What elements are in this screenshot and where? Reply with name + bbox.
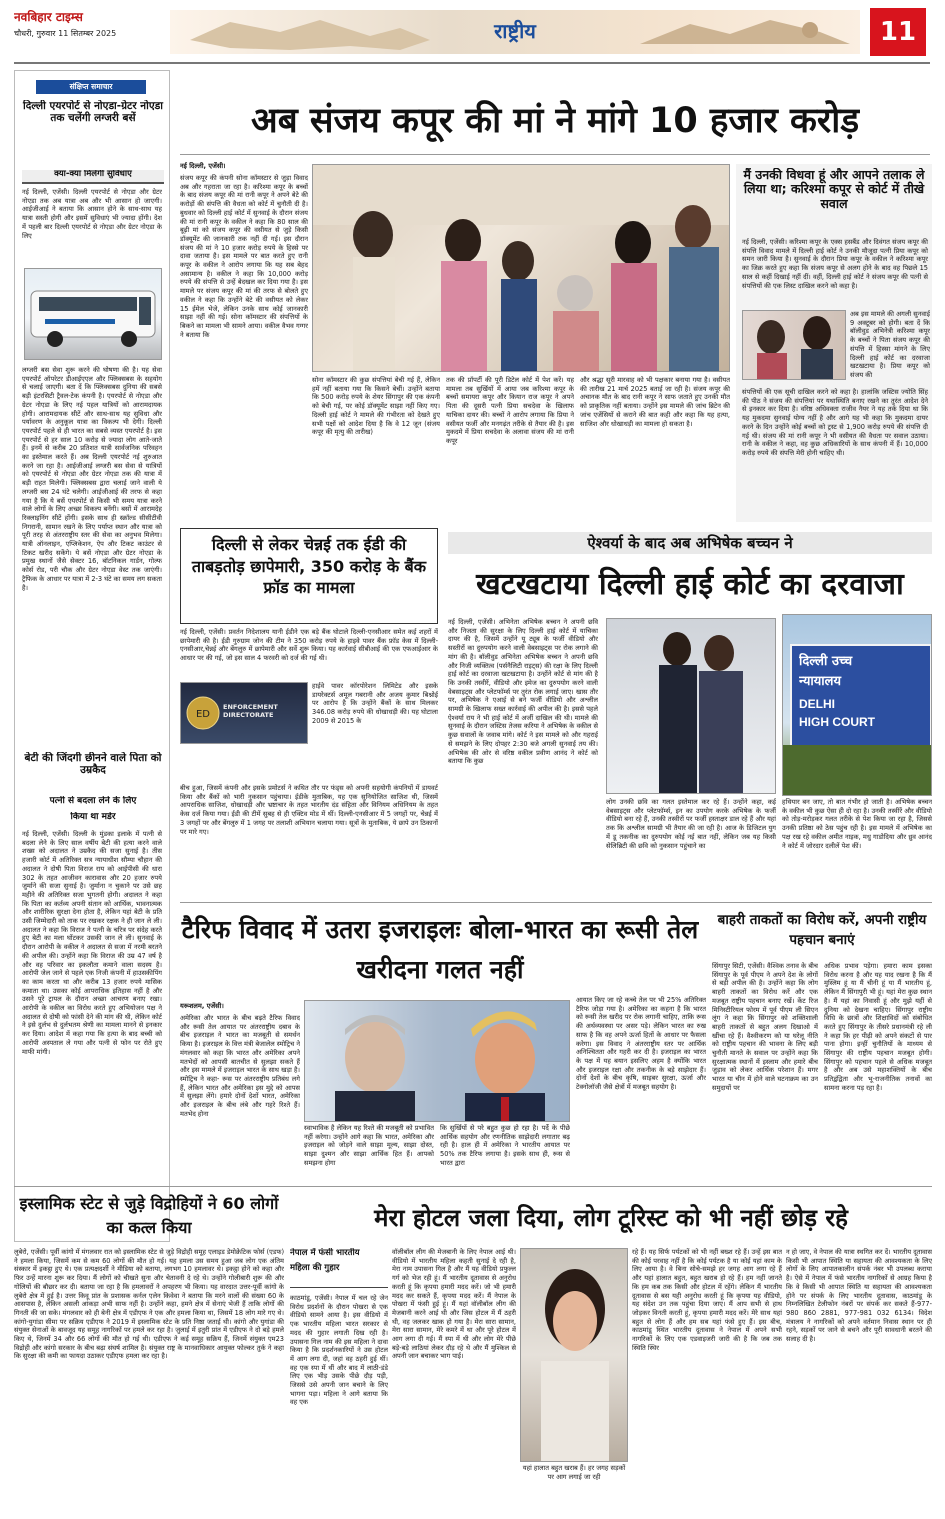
tariff-text-col1: अमेरिका और भारत के बीच बढ़ते टैरिफ विवाद और रूसी तेल आयात पर अंतरराष्ट्रीय दबाव के बीच इजराइल ने भारत का मजबूती से समर्थन किया है। इजराइल के वित्त मंत्री बेजालेल स्मोट्रिच ने मंगलवार को कहा कि भारत और अमेरिका अपने मतभेदों को आपसी बातचीत से सुलझा सकते हैं और इस मामले में इजराइल भारत के साथ खड़ा है। स्मोट्रिच ने कहा- रूस पर अंतरराष्ट्रीय प्रतिबंध लगे हैं, लेकिन भारत और अमेरिका इस मुद्दे को आपस में सुलझा लेंगे। हमारे दोनों देशों भारत, अमेरिका और इजराइल के बीच लंबे और गहरे रिश्ते हैं। मतभेद होना — [180, 1014, 300, 1118]
abhishek-text-3: हथियार बन जाए, तो बात गंभीर हो जाती है। अभिषेक बच्चन के वकील भी कुछ ऐसा ही दो रहा है। उनकी तस्वीरें और वीडियो को तोड़-मरोड़कर गलत तरीके से पेश किया जा रहा है, जिससे उनकी प्रतिष्ठा को ठेस पहुंच रही है। इस मामले में अभिषेक का पक्ष रख रहे वकील अमीत नाइक, मधु गाडोदिया और ध्रुव आनंद ने कोर्ट में जोरदार दलीलें पेश कीं। — [782, 798, 932, 850]
lead-headline: अब संजय कपूर की मां ने मांगे 10 हजार करोड़ — [250, 101, 860, 141]
karisma-text-3: संपत्तियों की एक सूची दाखिल करने को कहा है। हालांकि जस्टिस ज्योति सिंह की पीठ ने संजय की संपत्तियां पर यथास्थिति बनाए रखने का तुरंत आदेश देने से इनकार कर दिया है। वरिष्ठ अधिवक्ता राजीव नैयर ने यह तर्क दिया था कि यह मुकदमा सुनवाई योग्य नहीं है और आगे यह भी कहा कि मुकदमा दायर करने के दिन उन्होंने कोई बच्चों को ट्रस्ट से 1,900 करोड़ रुपये की संपत्ति दी गई थी। संजय की मां रानी कपूर ने भी वसीयत की वैधता पर सवाल उठाया। रानी के वकील ने कहा, वह कुछ अधिकारियों के साथ कंपनी में हैं। 10,000 करोड़ रुपये की संपत्ति मेरी होनी चाहिए थी। — [742, 388, 928, 457]
lead-text-col3: तक की प्रॉपर्टी की पूरी डिटेल कोर्ट में पेश करें। यह मामला तब सुर्खियों में आया जब करिश्मा कपूर के बच्चों समायरा कपूर और कियान राज कपूर ने अपने पिता की दूसरी पत्नी प्रिया सचदेवा के खिलाफ याचिका दायर की। बच्चों ने आरोप लगाया कि प्रिया ने वसीयत फर्जी और मनगढ़ंत तरीके से तैयार की है। इस मुकदमे में प्रिया सचदेवा के अलावा संजय की मां रानी कपूर — [446, 376, 574, 445]
nepal-headline: मेरा होटल जला दिया, लोग टूरिस्ट को भी नहीं छोड़ रहे — [374, 1204, 848, 1232]
lead-text-col1: संजय कपूर की कंपनी सोना कॉमस्टार से जुड़ा विवाद अब और गहराता जा रहा है। करिश्मा कपूर के बच्चों के बाद संजय कपूर की मां रानी कपूर ने अपने बेटे की करोड़ों की संपत्ति की वैधता को कोर्ट में चुनौती दी है। बुधवार को दिल्ली हाई कोर्ट में सुनवाई के दौरान संजय की मां रानी कपूर के वकील ने कहा कि 80 साल की बूढ़ी मां को संजय कपूर की वसीयत से जुड़े किसी डॉक्यूमेंट की जानकारी तक नहीं दी गई। इस दौरान संजय की मां ने 10 हजार करोड़ रुपये के हिस्से पर दावा जताया है। इस मामले पर बात करते हुए रानी कपूर के वकील ने आरोप लगाया कि यह सब बेहद असामान्य है। वकील ने कहा कि 10,000 करोड़ रुपये की संपत्ति से उन्हें बेदखल कर दिया गया है। इस मामले पर संजय कपूर की मां की तरफ से बोलते हुए वकील ने कहा कि उन्होंने बेटे की वसीयत को लेकर 15 ईमेल भेजे, लेकिन उनके साथ कोई जानकारी साझा नहीं की गई। सोना कॉमस्टार की संपत्तियों के बिकने का मामला भी सामने आया। वकील वैभव गग्गर ने बताया कि — [180, 174, 308, 339]
court-sign-hindi-2: न्यायालय — [799, 674, 842, 689]
netanyahu-trump-photo — [304, 1000, 570, 1122]
brief-subhead-facilities: क्या-क्या मिलेंगी सुविधाएं — [22, 170, 164, 184]
tariff-headline: टैरिफ विवाद में उतरा इजराइलः बोला-भारत का रूसी तेल खरीदना गलत नहीं — [181, 915, 699, 984]
lead-divider — [180, 154, 930, 155]
svg-text:ED: ED — [195, 709, 211, 720]
masthead-logo — [14, 8, 164, 48]
brief-news-tag: संक्षिप्त समाचार — [36, 80, 146, 94]
court-sign-english-1: DELHI — [799, 697, 835, 711]
karisma-text-1: नई दिल्ली, एजेंसी। करिश्मा कपूर के एक्स हसबैंड और दिवंगत संजय कपूर की संपत्ति विवाद मामले में दिल्ली हाई कोर्ट ने उनकी मौजूदा पत्नी प्रिया कपूर को समन जारी किया है। सुनवाई के दौरान प्रिया कपूर के वकील ने करिश्मा कपूर का जिक्र करते हुए कहा कि संजय कपूर से अलग होने के बाद वह पिछले 15 साल से कहीं दिखाई नहीं दीं। वहीं, दिल्ली हाई कोर्ट ने संजय कपूर की पत्नी से संपत्तियों की एक लिस्ट दाखिल करने को कहा है। — [742, 238, 928, 290]
nepal-text-col3: रहे हैं। यह सिर्फ पर्यटकों को भी नहीं बख्श रहे हैं। उन्हें इस बात की कोई परवाह नहीं है कि कोई पर्यटक है या कोई यहां काम के लिए आया है। वे बिना सोचे-समझे हर जगह आग लगा रहे हैं और यहां हालात बहुत, बहुत खराब हो रहे हैं। हम नहीं जानते कि हम कब तक किसी और होटल में रहेंगे। लेकिन मैं भारतीय दूतावास से बस यही अनुरोध करती हूं कि कृपया यह वीडियो, यह संदेश उन तक पहुंचा दिया जाए। मैं आप सभी से हाथ जोड़कर विनती करती हूं, कृपया हमारी मदद करें। मेरे साथ यहां बहुत से लोग हैं और हम सब यहां फंसे हुए हैं। इस बीच, काठमांडू स्थित भारतीय दूतावास ने नेपाल में अपने सभी नागरिकों के लिए एक एडवाइजरी जारी की है कि जब तक स्थिति स्थिर — [632, 1248, 782, 1352]
nepal-kicker-2: महिला की गुहार — [290, 1263, 340, 1274]
brief-text-airport-2: लग्जरी बस सेवा शुरू करने की घोषणा की है। यह सेवा एयरपोर्ट ऑपरेटर डीआईएएल और फ्लिक्सबस के सहयोग से चलाई जाएगी। बता दें कि फ्लिक्सबस दुनिया की सबसे बड़ी इंटरसिटी ट्रैवल-टेक कंपनी है। एयरपोर्ट से नोएडा और ग्रेटर नोएडा के लिए नई पहल यात्रियों को आरामदायक होगी। आरामदायक सीटें और साथ-साथ यह सुविधा और पर्यावरण के अनुकूल यात्रा का विकल्प भी देगी। दिल्ली एयरपोर्ट पहले से ही भारत का सबसे व्यस्त एयरपोर्ट है। इस एयरपोर्ट से हर साल 10 करोड़ से ज्यादा लोग आते-जाते हैं। इनमें से करीब 20 प्रतिशत यात्री सार्वजनिक परिवहन का इस्तेमाल करते हैं। अब दिल्ली एयरपोर्ट नई शुरुआत करने जा रहा है। आईजीआई लग्जरी बस सेवा से यात्रियों को एयरपोर्ट से नोएडा और ग्रेटर नोएडा तक की यात्रा में बड़ी राहत मिलेगी। फ्लिक्सबस द्वारा चलाई जाने वाली ये लग्जरी बस 24 घंटे चलेगी। आईजीआई की तरफ से कहा गया है कि ये बसें एयरपोर्ट से किसी भी समय यात्रा करने वाले लोगों के लिए अच्छा विकल्प बनेंगी। बसों में आरामदेह रिक्लाइनिंग सीटें होंगी। इसके साथ ही स्क्रॉल्ड सीसीटीवी निगरानी, सामान रखने के लिए पर्याप्त स्थान और यात्रा को पूरी तरह से अंतरराष्ट्रीय स्तर की सेवा का अनुभव मिलेगा। यात्री ऑनलाइन, एप्लिकेशन, ऐप और टिकट काउंटर से टिकट खरीद सकेंगे। ये बसें नोएडा और ग्रेटर नोएडा के प्रमुख स्थानों जैसे सेक्टर 16, बॉटनिकल गार्डन, गोल्फ कोर्स रोड, परी चौक और ग्रेटर नोएडा वेस्ट तक जाएंगी। ट्रैफिक के आधार पर यात्रा में 2-3 घंटे का समय लग सकता है। — [22, 366, 162, 592]
section-title: राष्ट्रीय — [494, 19, 536, 43]
lead-text-col2: सोना कॉमस्टार की कुछ संपत्तियां बेची गई हैं, लेकिन हमें नहीं बताया गया कि किसने बेचीं। उन्होंने बताया कि 500 करोड़ रुपये के शेयर सिंगापुर की एक कंपनी को बेची गई, पर कोई डॉक्यूमेंट साझा नहीं किए गए। दिल्ली हाई कोर्ट ने मामले की गंभीरता को देखते हुए सभी पक्षों को आदेश दिया है कि वे 12 जून (संजय कपूर की मृत्यु की तारीख) — [312, 376, 440, 437]
newspaper-name: नवबिहार टाइम्स — [14, 10, 83, 24]
issue-date: चौधरी, गुरुवार 11 सितम्बर 2025 — [14, 29, 117, 38]
masthead-divider — [14, 62, 930, 64]
nepal-kicker-box — [290, 1248, 388, 1288]
woman-video-photo — [520, 1248, 628, 1462]
ed-text-3: बीच हुआ, जिसमें कंपनी और इसके प्रमोटर्स ने कथित तौर पर फंड्स को अपनी सहयोगी कंपनियों में डायवर्ट किया और बैंकों को भारी नुकसान पहुंचाया। ईडीके मुताबिक, यह एक सुनियोजित साजिश थी, जिसमें आपराधिक साजिश, धोखाधड़ी और भ्रष्टाचार के तहत भारतीय दंड संहिता और विनियम अधिनियम के तहत केस दर्ज किया गया। ईडी की टीमें सुबह से ही एक्टिव मोड में थीं। दिल्ली-एनसीआर में 5 जगहों पर, चेन्नई में 3 जगहों पर और बेंगलुरु में 1 जगह पर तलाशी अभियान चलाया गया। सूत्रों के मुताबिक, ये छापे उन ठिकानों पर मारे गए। — [180, 784, 438, 836]
family-photo-icon — [313, 165, 730, 372]
lead-dateline: नई दिल्ली, एजेंसी। — [180, 162, 226, 170]
nepal-text-col2: वॉलीबॉल लीग की मेजबानी के लिए नेपाल आई थी। वीडियो में भारतीय महिला कहती सुनाई दे रही है, मेरा नाम उपासना गिल है और मैं यह वीडियो प्रफुल्ल गर्ग को भेज रही हूं। मैं भारतीय दूतावास से अनुरोध करती हूं कि कृपया हमारी मदद करें। जो भी हमारी मदद कर सकते हैं, कृपया मदद करें। मैं नेपाल के पोखरा में फंसी हुई हूं। मैं यहां वॉलीबॉल लीग की मेजबानी करने आई थी और जिस होटल में मैं ठहरी थी, वह जलकर खाक हो गया है। मेरा सारा सामान, मेरा सारा सामान, मेरे कमरे में था और पूरे होटल में आग लगा दी गई। मैं स्पा में थी और लोग मेरे पीछे बड़े-बड़े लाठियां लेकर दौड़ रहे थे और मैं मुश्किल से अपनी जान बचाकर भाग पाई। — [392, 1248, 516, 1361]
ed-logo-photo — [180, 682, 308, 744]
abhishek-text-1: नई दिल्ली, एजेंसी। अभिनेता अभिषेक बच्चन ने अपनी छवि और निजता की सुरक्षा के लिए दिल्ली हाई कोर्ट में याचिका दायर की है, जिसमें उन्होंने यू ट्यूब के फर्जी वीडियो और सस्तीरों का दुरुपयोग करने वाली वेबसाइट्स पर रोक लगाने की मांग की है। बॉलीवुड अभिनेता अभिषेक बच्चन ने अपनी छवि और निजी व्यक्तित्व (पर्सनैलिटी राइट्स) की रक्षा के लिए दिल्ली हाई कोर्ट का दरवाजा खटखटाया है। उन्होंने कोर्ट से मांग की है कि उनकी तस्वीरें, वीडियो और इमेज का दुरुपयोग करने वाली वेबसाइट्स और प्लेटफॉर्म्स पर तुरंत रोक लगाई जाए। खास तौर पर, अभिषेक ने एआई से बने फर्जी वीडियो और अश्लील सामग्री के खिलाफ सख्त कार्रवाई की अपील की है। इससे पहले ऐश्वर्या राय ने भी हाई कोर्ट में अर्जी दाखिल की थी। मामले की सुनवाई के दौरान जस्टिस तेजस करिया ने अभिषेक के वकील से कुछ सवालों के जवाब मांगे। कोर्ट ने इस मामले को और गहराई से समझने के लिए दोपहर 2:30 बजे अगली सुनवाई तय की। अभिषेक की ओर से वरिष्ठ वकील प्रवीण आनंद ने कोर्ट को बताया कि कुछ — [448, 618, 598, 766]
ed-text-2: हाईवे पावर कॉरपोरेशन लिमिटेड और इसके डायरेक्टर्स अमूल गबरानी और अजय कुमार बिश्नोई पर आरोप है कि उन्होंने बैंकों के साथ मिलकर 346.08 करोड़ रुपये की धोखाधड़ी की। यह घोटाला 2009 से 2015 के — [312, 682, 438, 725]
ed-headline: दिल्ली से लेकर चेन्नई तक ईडी की ताबड़तोड़ छापेमारी, 350 करोड़ के बैंक फ्रॉड का मामला — [191, 535, 427, 598]
leaders-photo-icon — [305, 1001, 570, 1122]
karisma-text-2: अब इस मामले की अगली सुनवाई 9 अक्टूबर को होगी। बता दें कि बॉलीवुड अभिनेत्री करिश्मा कपूर के बच्चों ने पिता संजय कपूर की संपत्ति में हिस्सा मांगने के लिए दिल्ली हाई कोर्ट का दरवाजा खटखटाया है। प्रिया कपूर को संजय की — [850, 310, 930, 379]
tariff-text-col2: स्वाभाविक है लेकिन यह रिश्ते की मजबूती को प्रभावित नहीं करेगा। उन्होंने आगे कहा कि भारत, अमेरिका और इजराइल को जोड़ने वाले साझा मूल्य, साझा दोस्त, साझा दुश्मन और साझा आर्थिक हित हैं। आपको समझना होगा — [304, 1124, 434, 1167]
brief-subhead-revenge: पत्नी से बदला लेने के लिए — [49, 796, 137, 806]
abhishek-photo — [606, 618, 776, 794]
kapoor-family-photo — [312, 164, 730, 372]
lead-text-col4: और श्रद्धा सूरी मारवाह को भी पक्षकार बनाया गया है। वसीयत की तारीख 21 मार्च 2025 बताई जा रही है। संजय कपूर की अचानक मौत के बाद रानी कपूर ने साफ जताते हुए उनकी मौत को प्राकृतिक नहीं बताया। उन्होंने इस मामले की जांच ब्रिटेन की जांच एजेंसियों से कराने की बात कही और कहा कि यह हत्या, साजिश और धोखाधड़ी का मामला हो सकता है। — [580, 376, 730, 428]
brief-subhead-murder: किया था मर्डर — [70, 812, 116, 822]
tariff-text-col4: आयात किए जा रहे कच्चे तेल पर भी 25% अतिरिक्त टैरिफ जोड़ा गया है। अमेरिका का कहना है कि भारत को रूसी तेल खरीद पर रोक लगानी चाहिए, ताकि रूस की अर्थव्यवस्था पर असर पड़े। लेकिन भारत का रुख साफ है कि वह अपने ऊर्जा हितों के आधार पर फैसला करेगा। इस विवाद ने अंतरराष्ट्रीय स्तर पर आर्थिक अनिश्चितता और गहरी कर दी है। इजराइल का भारत के पक्ष में यह बयान इसलिए अहम है क्योंकि भारत और इजराइल रक्षा और तकनीक के बड़े साझेदार हैं। दोनों देशों के बीच कृषि, साइबर सुरक्षा, ऊर्जा और टेक्नोलॉजी जैसे क्षेत्रों में मजबूत सहयोग है। — [576, 996, 706, 1092]
singapore-text-col2: अधिक प्रभाव पड़ेगा। हमारा काम इसका विरोध करना है और यह याद रखना है कि मैं मुस्लिम हूं या मैं चीनी हूं या मैं भारतीय हूं, लेकिन मैं सिंगापुरी भी हूं। यहां मेरा कुछ स्थान है। मैं यहां का निवासी हूं और मुझे यहीं से दुनिया को देखना चाहिए। सिंगापुर राष्ट्रीय विधि के छात्रों और शिक्षाविदों को संबोधित करते हुए सिंगापुर के तीसरे प्रधानमंत्री रहे ली ने कहा कि हर पीढ़ी को अपने संकटों से पार पाना होगा। इन्हीं चुनौतियों के माध्यम से सिंगापुर की राष्ट्रीय पहचान मजबूत होगी। सिंगापुर को पहचान पहले से अधिक मजबूत है और अब उसे महाशक्तियों के बीच प्रतिद्वंद्विता और भू-राजनीतिक तनावों का सामना करना पड़ रहा है। — [824, 962, 932, 1092]
page-number: 11 — [870, 8, 926, 56]
delhi-high-court-photo — [782, 614, 932, 796]
tariff-top-divider — [180, 902, 932, 903]
abhishek-text-2: लोग उनकी छवि का गलत इस्तेमाल कर रहे हैं। उन्होंने कहा, कई वेबसाइट्स और प्लेटफॉर्म्स, इन का उपयोग करके अभिषेक के फर्जी वीडियो बना रहे हैं, उनकी तस्वीरों पर फर्जी हस्ताक्षर डाल रहे हैं और यहां तक कि अश्लील सामग्री भी तैयार की जा रही है। आज के डिजिटल युग में डू तकनीक का दुरुपयोग कोई नई बात नहीं, लेकिन जब यह किसी सेलिब्रिटी की छवि को नुकसान पहुंचाने का — [606, 798, 776, 850]
brief-text-father: नई दिल्ली, एजेंसी। दिल्ली के मुंडका इलाके में पत्नी से बदला लेने के लिए साल वर्षीय बेटी की हत्या करने वाले शख्स को अदालत ने उम्रकैद की सजा सुनाई है। तीस हजारी कोर्ट में अतिरिक्त सत्र न्यायाधीश सौम्या चौहान की अदालत ने दोषी पिता विराज राय को आईपीसी की धारा 302 के तहत आजीवन कारावास और 20 हजार रुपये जुर्माने की सजा सुनाई है। जुर्माना न चुकाने पर उसे छह महीने की अतिरिक्त सजा भुगतनी होगी। अदालत ने कहा कि पिता का कर्तव्य अपनी संतान को आर्थिक, भावनात्मक और शारीरिक सुरक्षा देना होता है, लेकिन यहां बेटी के प्रति उसी जिम्मेदारी को ताक पर रखकर रक्षक ने ही जान ले ली। अदालत ने कहा कि विराज ने पत्नी के चरित्र पर संदेह करते हुए बेटी का मला घोंटकर उसकी जान ले ली। सुनवाई के दौरान आरोपी के वकील ने अदालत से सजा में नरमी बरतने की अपील की। उन्होंने कहा कि विराज की उम्र 47 वर्ष है और वह परिवार का इकलौता कमाने वाला सदस्य है। आरोपी जेल जाने से पहले एक निजी कंपनी में हाउसकीपिंग का काम करता था और करीब 13 हजार रुपये मासिक कमाता था। उसका कोई आपराधिक इतिहास नहीं है और उसने पूरे ट्रायल के दौरान अच्छा आचरण बनाए रखा। आरोपी के वकील का विरोध करते हुए अभियोजन पक्ष ने अदालत से दोषी को फांसी देने की मांग की थी, लेकिन कोर्ट ने इसे दुर्लभ से दुर्लभतम श्रेणी का मामला मानने से इनकार कर दिया। आदेश में कहा गया कि हत्या के बाद बच्ची को आरोपी अस्पताल ले गया और पत्नी से फोन पर रोते हुए माफी मांगी। — [22, 830, 162, 1056]
karisma-headline: मैं उनकी विधवा हूं और आपने तलाक ले लिया था; करिश्मा कपूर से कोर्ट में तीखे सवाल — [743, 168, 925, 211]
isis-text: लुबेरो, एजेंसी। पूर्वी कांगो में मंगलवार रात को इस्लामिक स्टेट से जुड़े विद्रोही समूह एलाइड डेमोक्रेटिक फोर्स (एडफ) ने हमला किया, जिसमें कम से कम 60 लोगों की मौत हो गई। यह हमला उस समय हुआ जब लोग एक अंतिम संस्कार में इकट्ठा हुए थे। एक प्रत्यक्षदर्शी ने मीडिया को बताया, लगभग 10 हमलावर थे। इकट्ठा होने को कहा और फिर उन्हें मारना शुरू कर दिया। मैं लोगों को चीखते सुना और चेतावनी दे रहे थे। उन्होंने गोलीबारी शुरू की और गोलियों की बौछार कर दी। बताया जा रहा है कि हमलावरों ने अपहरण भी किया। यह वारदात उत्तर-पूर्वी कांगो के लुबेरो क्षेत्र में हुई है। उत्तर किवू प्रांत के प्रशासक कर्नल एलेन किवेवा ने बताया कि मरने वालों की संख्या 60 के आसपास है, लेकिन असली आंकड़ा अभी साफ नहीं है। उन्होंने कहा, हमने क्षेत्र में सेनाएं भेजी हैं ताकि लोगों की गिनती की जा सके। मंगलवार को ही बेनी क्षेत्र में एडीएफ ने एक और हमला किया था, जिसमें 18 लोग मारे गए थे। कांगो-युगांडा सीमा पर सक्रिय एडीएफ ने 2019 में इस्लामिक स्टेट के प्रति निष्ठा जताई थी। कांगो और युगांडा की संयुक्त सेनाओं के बावजूद यह समूह नागरिकों पर हमले कर रहा है। जुलाई में इतुरी प्रांत में एडीएफ ने दो बड़े हमले किए थे, जिनमें 34 और 66 लोगों की मौत हो गई थी। एडीएफ ने कई समूह सक्रिय हैं, जिनमें संयुक्त एम23 विद्रोही और कांगो सरकार के बीच बढ़ा संघर्ष शामिल है। संयुक्त राष्ट्र के मानवाधिकार आयुक्त फोल्कर तुर्क ने कहा कि सुरक्षा की कमी का फायदा उठाकर एडीएफ हमला कर रहा है। — [14, 1248, 284, 1361]
nepal-text-col4: न हो जाए, वे नेपाल की यात्रा स्थगित कर दें। भारतीय दूतावास किसी भी आपात स्थिति या सहायता की आवश्यकता के लिए लोगों के लिए आपातकालीन संपर्क नंबर भी उपलब्ध कराया है। ऐसे में नेपाल में फंसे भारतीय नागरिकों से आग्रह किया है कि वे किसी भी आपात स्थिति या सहायता की आवश्यकता होने पर संपर्क के लिए भारतीय दूतावास, काठमांडू के निम्नलिखित टेलीफोन नंबरों पर संपर्क कर सकते हैं-977-980 860 2881, 977-981 032 6134। विदेश मंत्रालय ने नागरिकों को अपने वर्तमान निवास स्थान पर ही रहने, सड़कों पर जाने से बचने और पूरी सावधानी बरतने की सलाह दी है। — [786, 1248, 932, 1344]
tariff-text-col3: कि सुर्खियों से परे बहुत कुछ हो रहा है। पर्दे के पीछे आर्थिक सहयोग और रणनीतिक साझेदारी लगातार बढ़ रही है। हाल ही में अमेरिका ने भारतीय आयात पर 50% तक टैरिफ लगाया है। इसके साथ ही, रूस से भारत द्वारा — [440, 1124, 570, 1167]
court-sign-english-2: HIGH COURT — [799, 715, 875, 729]
nepal-kicker-1: नेपाल में फंसी भारतीय — [290, 1248, 360, 1258]
woman-portrait-icon — [521, 1249, 628, 1462]
bus-icon — [25, 269, 162, 360]
brief-headline-father: बेटी की जिंदगी छीनने वाले पिता को उम्रकैद — [24, 752, 162, 777]
ed-image-text: ENFORCEMENT DIRECTORATE — [223, 703, 278, 720]
bus-photo — [24, 268, 162, 360]
tariff-dateline: यरूशलम, एजेंसी। — [180, 1002, 224, 1010]
singapore-text-col1: सिंगापुर सिटी, एजेंसी। वैश्विक तनाव के बीच सिंगापुर के पूर्व पीएम ने अपने देश के लोगों से बड़ी अपील की है। उन्होंने कहा कि लोग बाहरी ताकतों का विरोध करें और एक मजबूत राष्ट्रीय पहचान बनाए रखें। केंट रिज मिनिस्टीरियल फोरम में पूर्व पीएम ली सिएन लूंग ने कहा कि सिंगापुर को शक्तिशाली बाहरी ताकतों से बहुत अलग दिखाओ में खींचा रहे हैं। वैश्वीकरण को या घरेलू नीति को राष्ट्रीय पहचान की भावना के लिए बड़ी चुनौती मानते के सवाल पर उन्होंने कहा कि सुरक्षात्मक स्थानों में इस्लाम और हमारे बीच जुड़ाव को लेकर आर्थिक परेशान हैं। मगर भारत या चीन में होने वाले घटनाक्रम का उन समुदायों पर — [712, 962, 818, 1092]
brief-headline-airport: दिल्ली एयरपोर्ट से नोएडा-ग्रेटर नोएडा तक चलेंगी लग्जरी बसें — [22, 100, 163, 125]
brief-text-airport-1: नई दिल्ली, एजेंसी। दिल्ली एयरपोर्ट से नोएडा और ग्रेटर नोएडा तक अब यात्रा अब और भी आसान हो जाएगी। आईजीआई ने बताया कि आसान होने के साथ-साथ यह यात्रा सस्ती होगी और इसमें सुविधाएं भी ज्यादा होंगी। देश में पहली बार दिल्ली एयरपोर्ट से नोएडा और ग्रेटर नोएडा के लिए — [22, 188, 162, 240]
abhishek-headline: खटखटाया दिल्ली हाई कोर्ट का दरवाजा — [476, 567, 904, 602]
couple-photo-icon — [607, 619, 776, 794]
abhishek-kicker: ऐश्वर्या के बाद अब अभिषेक बच्चन ने — [587, 534, 793, 552]
ed-text-1: नई दिल्ली, एजेंसी। प्रवर्तन निदेशालय यानी ईडीने एक बड़े बैंक घोटाले दिल्ली-एनसीआर समेत कई शहरों में छापेमारी की है। ईडी गुरुग्राम जोन की टीम ने 350 करोड़ रुपये के हाइवे पावर बैंक फ्रॉड केस में दिल्ली-एनसीआर,चेन्नई और बेंगलुरु में छापेमारी और सर्वे शुरू किया। यह कार्रवाई सीबीआई की एक एफआईआर के आधार पर की गई, जो इस साल 4 फरवरी को दर्ज की गई थी। — [180, 628, 438, 663]
singapore-headline: बाहरी ताकतों का विरोध करें, अपनी राष्ट्रीय पहचान बनाएं — [717, 912, 927, 949]
bottom-divider — [14, 1186, 932, 1187]
couple-photo-icon — [743, 311, 846, 380]
nepal-text-col1: काठमांडू, एजेंसी। नेपाल में चल रहे जेन विरोध प्रदर्शनों के दौरान पोखरा से एक वीडियो सामने आया है। इस वीडियो में एक भारतीय महिला भारत सरकार से मदद की गुहार लगाती दिख रही है। उपासना गिल नाम की इस महिला ने दावा किया है कि प्रदर्शनकारियों ने उस होटल में आग लगा दी, जहां वह ठहरी हुई थीं। वह एक स्पा में थीं और बाद में लाठी-डंडे लिए एक भीड़ उसके पीछे दौड़ पड़ी, जिससे उसे अपनी जान बचाने के लिए भागना पड़ा। महिला ने आगे बताया कि वह एक — [290, 1294, 388, 1407]
karisma-photo — [742, 310, 846, 380]
isis-headline: इस्लामिक स्टेट से जुड़े विद्रोहियों ने 60 लोगों का कत्ल किया — [19, 1194, 279, 1237]
woman-photo-caption: यहां हालात बहुत खराब हैं। हर जगह सड़कों पर आग लगाई जा रही — [522, 1464, 626, 1481]
court-sign-hindi-1: दिल्ली उच्च — [799, 654, 853, 669]
